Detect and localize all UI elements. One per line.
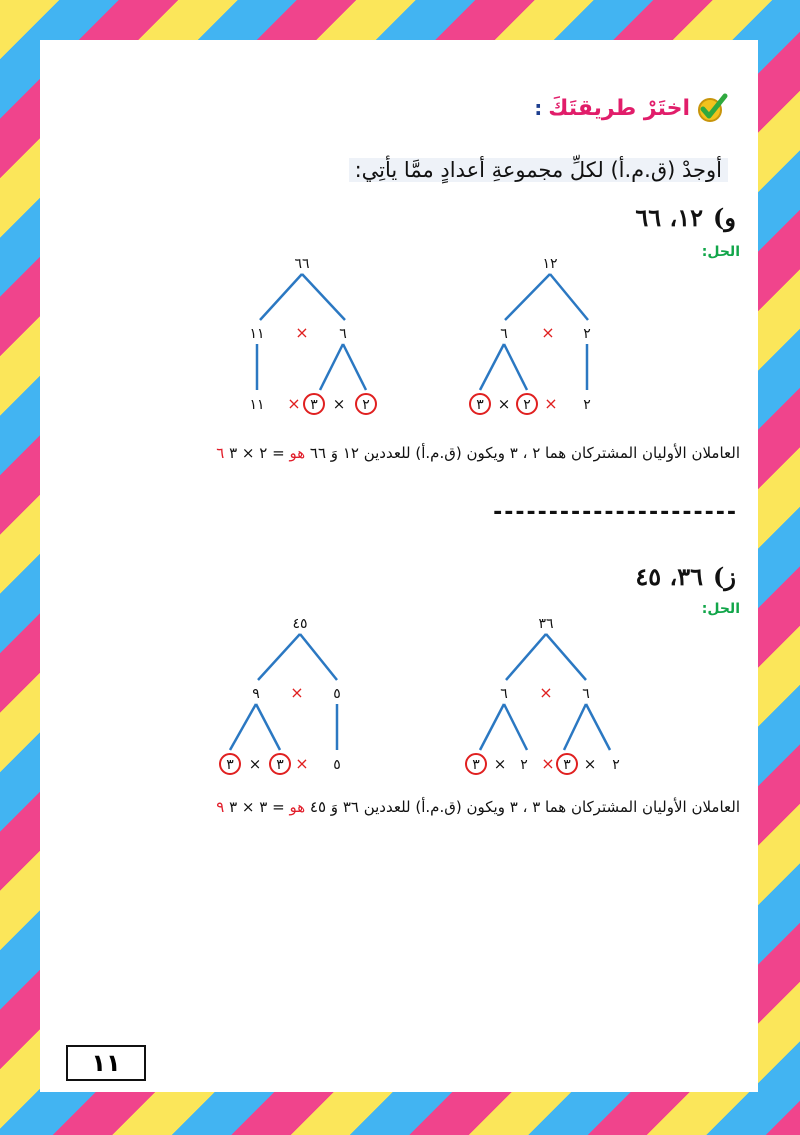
tree-leaf: ٢ (523, 397, 531, 413)
times-sign: × (290, 683, 304, 702)
tree-root: ٣٦ (538, 616, 554, 632)
factor-tree-36 (460, 610, 660, 780)
times-sign: × (248, 755, 262, 773)
instruction-text: أوجدْ (ق.م.أ) لكلِّ مجموعةِ أعدادٍ ممَّا يأتِي: (349, 158, 728, 182)
factor-tree-12 (460, 250, 660, 420)
times-sign: × (583, 755, 597, 773)
result-text: العاملان الأوليان المشتركان هما ٢ ، ٣ ويكون (ق.م.أ) للعددين ١٢ وَ ٦٦ (309, 444, 740, 462)
result-expression: ٢ × ٣ = (229, 444, 285, 462)
problem-label: و) (713, 203, 736, 232)
times-sign: × (295, 323, 309, 342)
tree-leaf: ١١ (249, 397, 265, 413)
times-sign: × (295, 754, 309, 773)
times-sign: × (287, 394, 301, 413)
tree-leaf: ٢ (583, 397, 591, 413)
tree-leaf: ٢ (612, 757, 620, 773)
tree-root: ٤٥ (292, 616, 308, 632)
times-sign: × (539, 683, 553, 702)
result-text: العاملان الأوليان المشتركان هما ٣ ، ٣ ويكون (ق.م.أ) للعددين ٣٦ وَ ٤٥ (309, 798, 740, 816)
tree-lines (230, 634, 337, 750)
tree-leaf: ٥ (333, 757, 341, 773)
solution-label: الحل: (701, 601, 740, 617)
result-hu: هو (289, 444, 306, 462)
tree-leaf: ٣ (472, 757, 480, 773)
tree-node-left: ٩ (252, 686, 260, 702)
result-expression: ٣ × ٣ = (229, 798, 285, 816)
result-line (216, 798, 740, 816)
tree-node-right: ٦ (339, 326, 347, 342)
problem-1-heading (635, 203, 736, 232)
times-sign: × (493, 755, 507, 773)
tree-node-right: ٥ (333, 686, 341, 702)
tree-leaf: ٢ (520, 757, 528, 773)
tree-root: ٦٦ (294, 256, 310, 272)
tree-leaf: ٢ (362, 397, 370, 413)
result-answer: ٦ (216, 444, 225, 462)
checkmark-icon (696, 92, 728, 124)
times-sign: × (332, 395, 346, 413)
result-answer: ٩ (216, 798, 225, 816)
tree-node-right: ٦ (582, 686, 590, 702)
tree-node-left: ٦ (500, 686, 508, 702)
times-sign: × (497, 395, 511, 413)
times-sign: × (544, 394, 558, 413)
tree-leaf: ٣ (310, 397, 318, 413)
tree-lines (257, 274, 366, 390)
problem-numbers: ١٢، ٦٦ (635, 203, 704, 232)
divider: ---------------------- (493, 500, 738, 525)
tree-leaf: ٣ (476, 397, 484, 413)
tree-root: ١٢ (542, 256, 558, 272)
section-header (534, 92, 728, 124)
page-number: ١١ (66, 1045, 146, 1081)
solution-label: الحل: (701, 244, 740, 260)
times-sign: × (541, 754, 555, 773)
result-hu: هو (289, 798, 306, 816)
problem-2-heading (635, 562, 736, 591)
factor-tree-45 (210, 610, 410, 780)
problem-numbers: ٣٦، ٤٥ (635, 562, 704, 591)
tree-node-right: ٢ (583, 326, 591, 342)
page (40, 40, 758, 1092)
factor-tree-66 (220, 250, 420, 420)
tree-leaf: ٣ (276, 757, 284, 773)
tree-node-left: ١١ (249, 326, 265, 342)
result-line (216, 444, 740, 462)
tree-lines (480, 274, 588, 390)
times-sign: × (541, 323, 555, 342)
tree-leaf: ٣ (226, 757, 234, 773)
header-colon: : (534, 96, 543, 120)
tree-leaf: ٣ (563, 757, 571, 773)
problem-label: ز) (713, 562, 736, 591)
tree-node-left: ٦ (500, 326, 508, 342)
header-title: اختَرْ طريقتَكَ (548, 95, 690, 121)
